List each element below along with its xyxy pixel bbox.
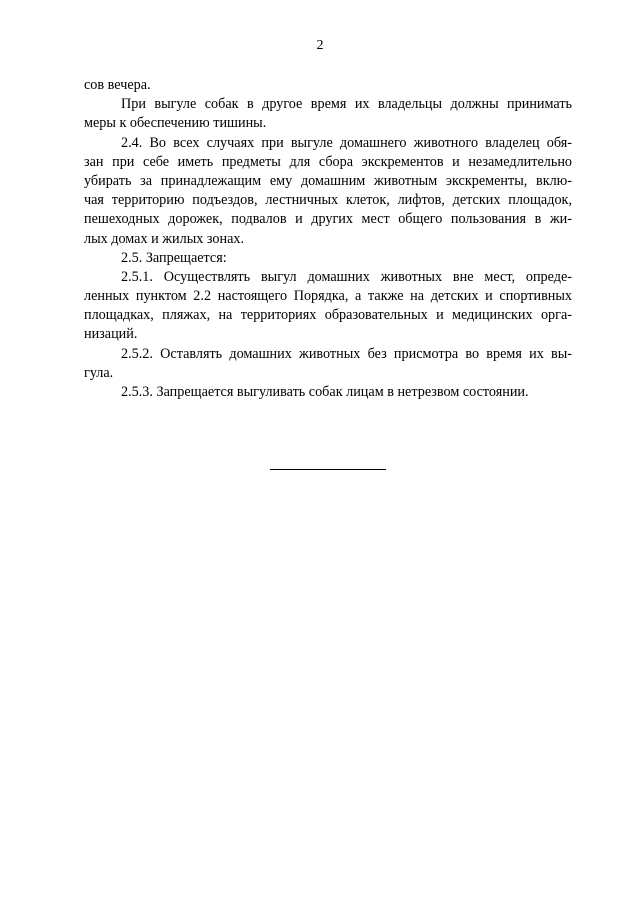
text-line: меры к обеспечению тишины. bbox=[84, 115, 267, 132]
text-line: площадках, пляжах, на территориях образовательных и медицинских орга- bbox=[84, 307, 572, 324]
text-line: 2.5.1. Осуществлять выгул домашних животных вне мест, опреде- bbox=[121, 268, 572, 285]
text-line: ленных пунктом 2.2 настоящего Порядка, а также на детских и спортивных bbox=[84, 288, 572, 305]
text-line: сов вечера. bbox=[84, 77, 151, 93]
document-body bbox=[84, 76, 572, 402]
text-line: При выгуле собак в другое время их владельцы должны принимать bbox=[121, 96, 572, 113]
text-line: 2.5.3. Запрещается выгуливать собак лицам в нетрезвом состоянии. bbox=[121, 384, 529, 400]
end-divider-line bbox=[270, 469, 386, 470]
text-line: 2.4. Во всех случаях при выгуле домашнего животного владелец обя- bbox=[121, 134, 572, 151]
text-line: гула. bbox=[84, 364, 114, 381]
text-line: чая территорию подъездов, лестничных клеток, лифтов, детских площадок, bbox=[84, 192, 572, 209]
page-number: 2 bbox=[316, 38, 324, 53]
text-line: 2.5. Запрещается: bbox=[121, 249, 227, 266]
text-line: низаций. bbox=[84, 326, 138, 343]
text-line: пешеходных дорожек, подвалов и других мест общего пользования в жи- bbox=[84, 211, 572, 228]
text-line: 2.5.2. Оставлять домашних животных без присмотра во время их вы- bbox=[121, 345, 572, 362]
text-line: убирать за принадлежащим ему домашним животным экскременты, вклю- bbox=[84, 172, 572, 189]
text-line: зан при себе иметь предметы для сбора экскрементов и незамедлительно bbox=[84, 153, 572, 170]
text-line: лых домах и жилых зонах. bbox=[84, 230, 245, 247]
